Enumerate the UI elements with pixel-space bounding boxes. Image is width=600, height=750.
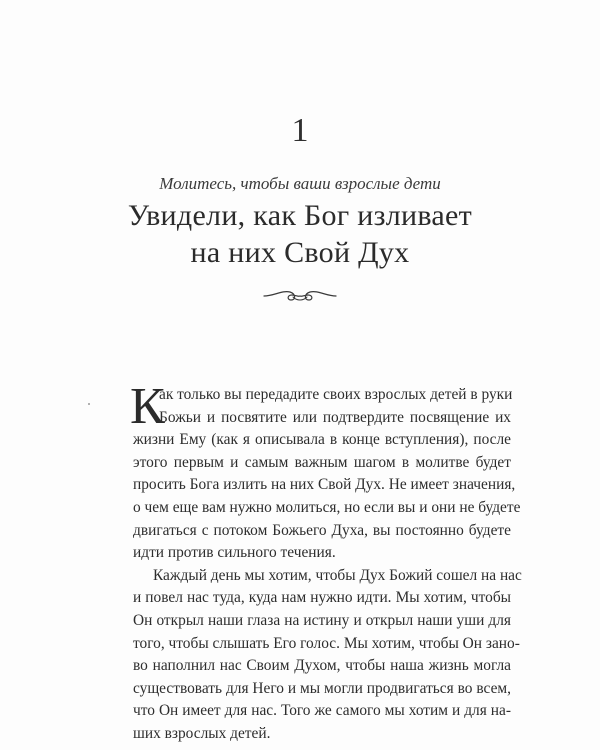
chapter-title-line-1: Увидели, как Бог изливает [127,199,473,232]
paragraph-1-line: Божьи и посвятите или подтвердите посвящение их [159,408,511,426]
paragraph-1-line: ак только вы передадите своих взрослых детей в руки [159,386,513,403]
chapter-title [0,197,600,271]
paragraph-2-line: того, чтобы слышать Его голос. Мы хотим, чтобы Он зано- [133,634,520,652]
drop-cap: К [130,378,165,435]
paragraph-2-line: ших взрослых детей. [133,724,271,742]
body-text [130,378,522,746]
paragraph-2 [133,565,522,746]
paragraph-1-line: этого первым и самым важным шагом в молитве будет [133,453,511,471]
chapter-subtitle: Молитесь, чтобы ваши взрослые дети [159,174,441,193]
chapter-title-line-2: на них Свой Дух [190,236,410,269]
paragraph-2-line: Он открыл наши глаза на истину и открыл наши уши для [133,611,511,629]
paragraph-2-line: существовать для Него и мы могли продвигаться во всем, [133,679,511,697]
paragraph-1-line: жизни Ему (как я описывала в конце вступления), после [133,431,511,449]
flourish-ornament-icon [262,284,338,308]
chapter-number: 1 [291,112,309,149]
paragraph-2-line: Каждый день мы хотим, чтобы Дух Божий сошел на нас [153,566,522,584]
paragraph-2-line: что Он имеет для нас. Того же самого мы хотим и для на- [133,702,511,720]
paragraph-1-line: о чем еще вам нужно молиться, но если вы и они не будете [133,498,521,516]
paragraph-1-line: идти против сильного течения. [133,544,336,562]
paragraph-2-line: во наполнил нас Своим Духом, чтобы наша жизнь могла [133,657,511,675]
paragraph-2-line: и повел нас туда, куда нам нужно идти. Мы хотим, чтобы [133,589,511,607]
paragraph-1-line: двигаться с потоком Божьего Духа, вы постоянно будете [133,521,511,539]
paragraph-1 [133,384,521,565]
stray-mark [88,403,90,405]
paragraph-1-line: просить Бога излить на них Свой Дух. Не имеет значения, [133,476,516,494]
